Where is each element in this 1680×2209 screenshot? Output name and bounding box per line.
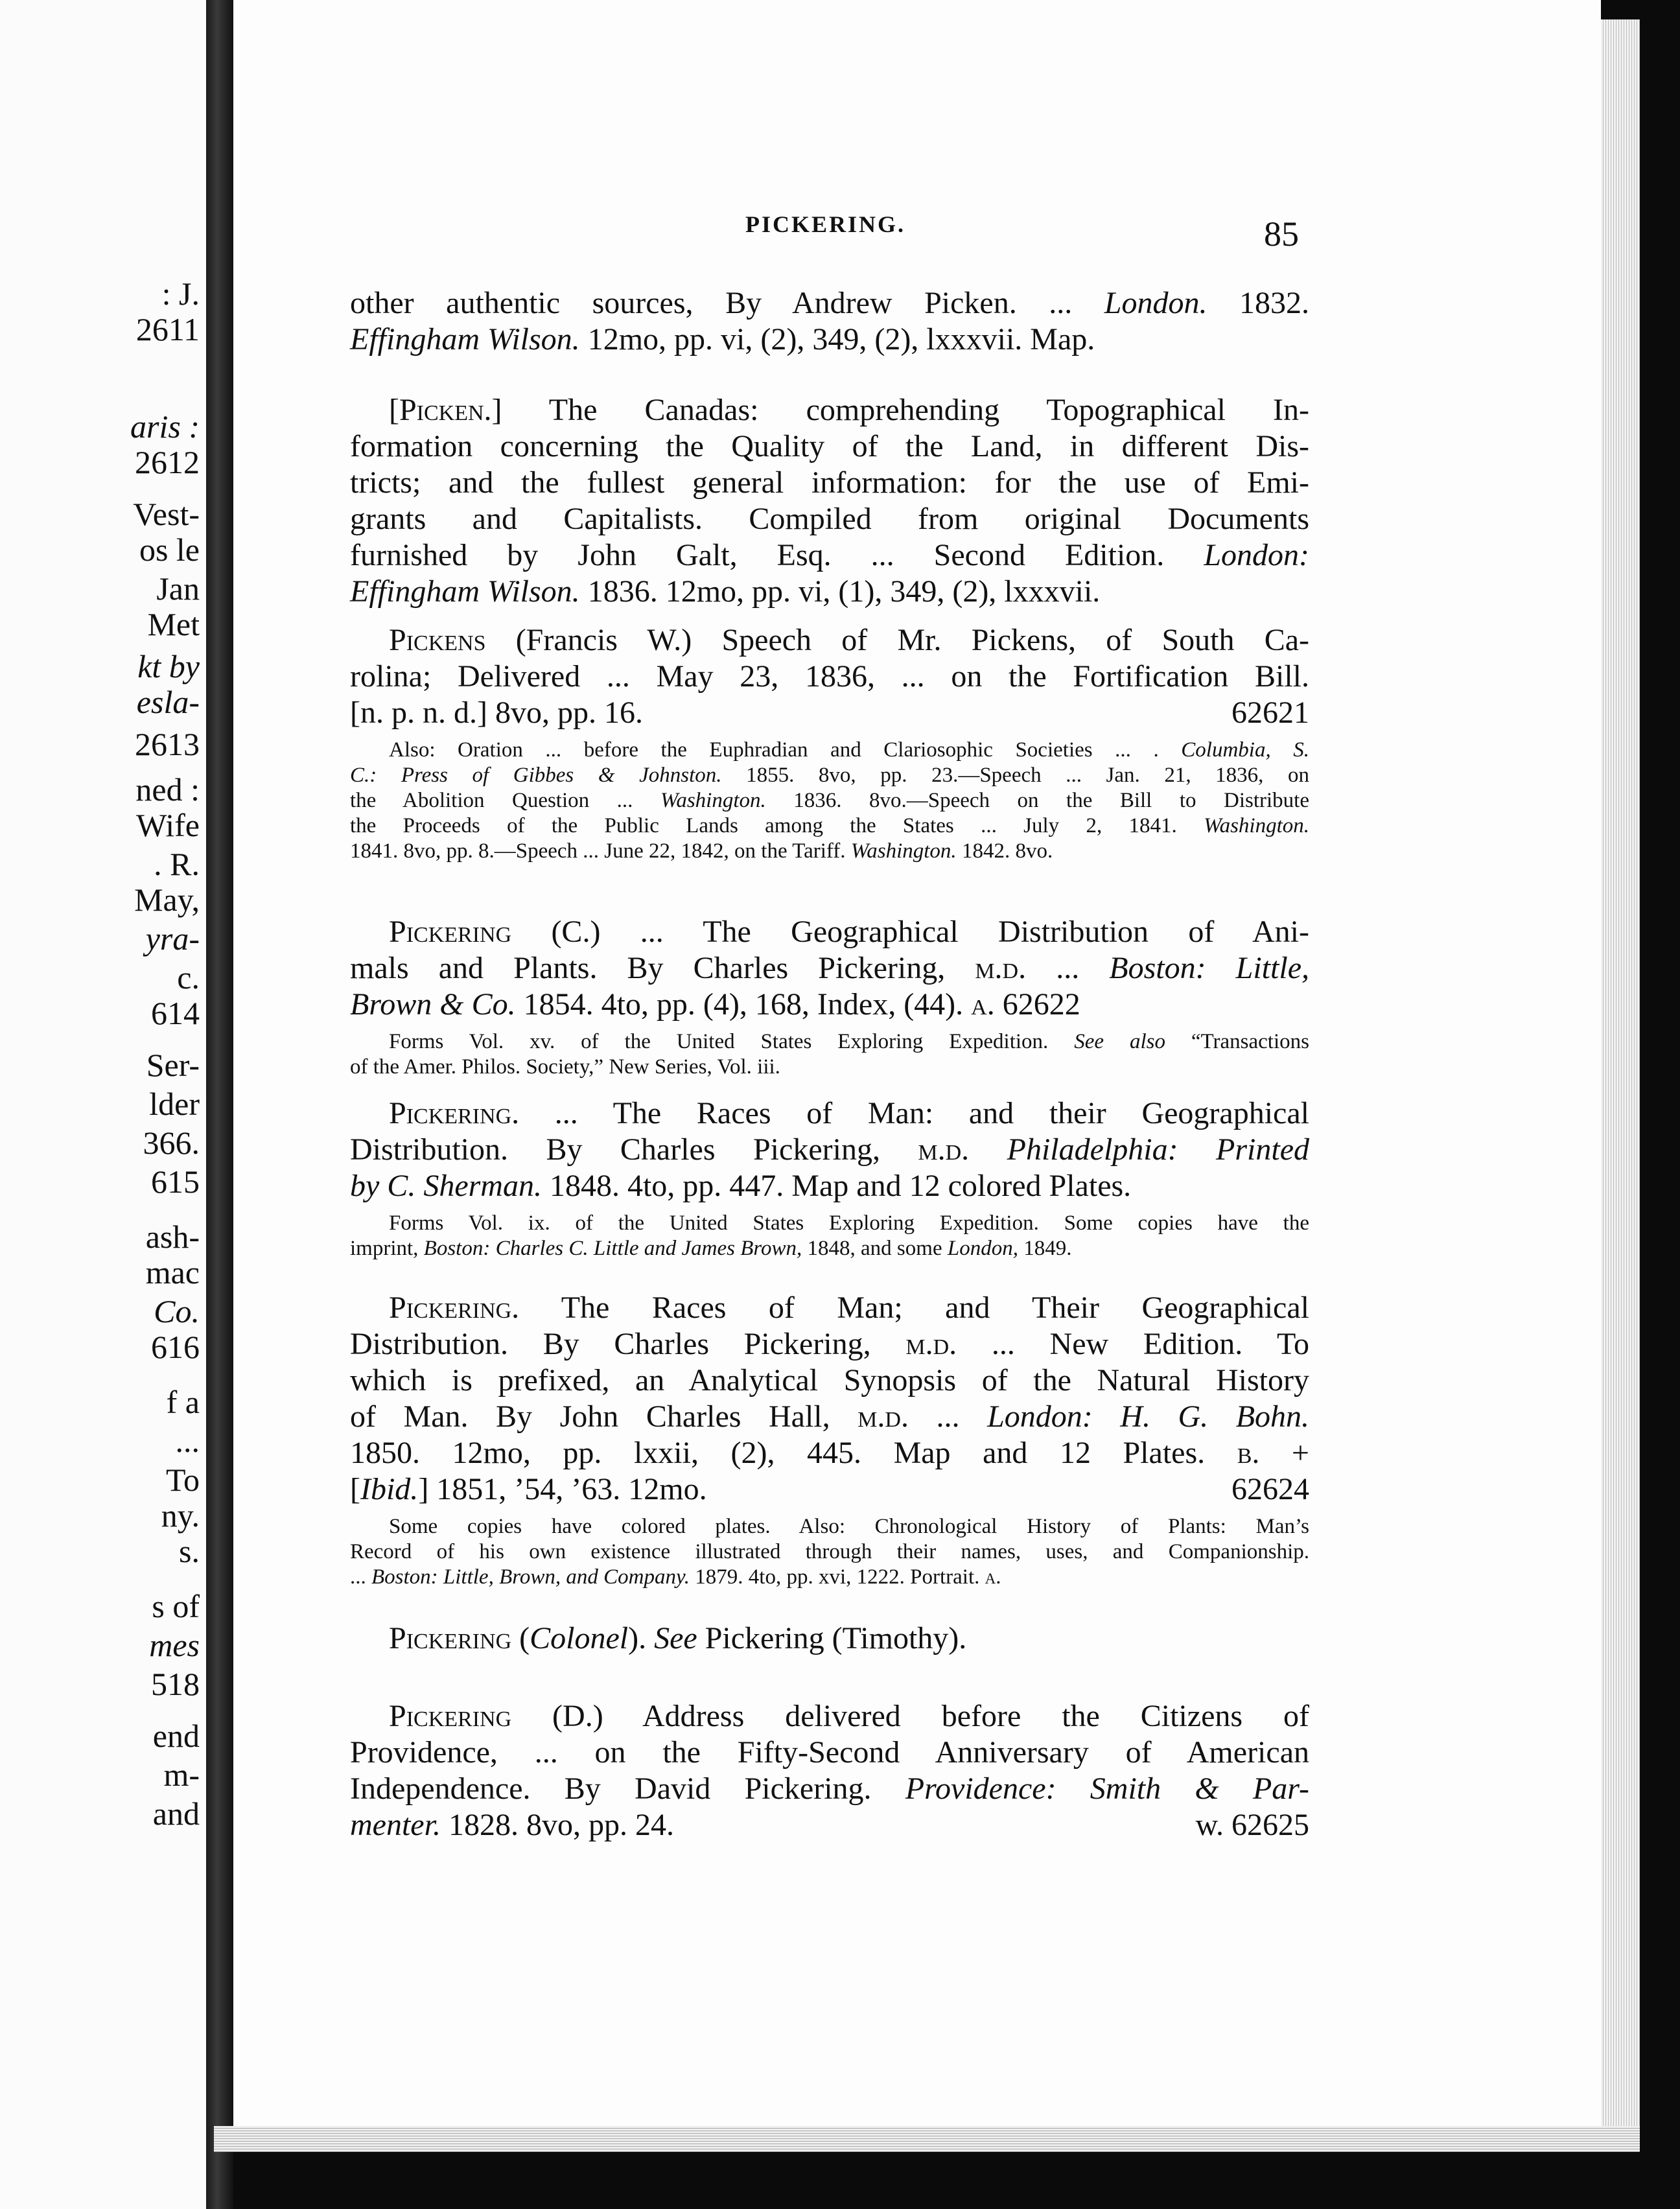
text-segment: Pickering — [389, 915, 512, 949]
facing-page-text: s. — [179, 1533, 200, 1569]
text-segment: Independence. By David Pickering. — [350, 1771, 905, 1806]
entry-line — [350, 501, 1309, 537]
catalog-entry — [350, 1698, 1309, 1843]
facing-page-text: s of — [152, 1588, 200, 1624]
note-line — [350, 813, 1309, 839]
entry-line — [350, 1095, 1309, 1132]
entry-line — [350, 1168, 1309, 1204]
entry-number: 62621 — [1231, 695, 1309, 730]
note-line — [350, 1211, 1309, 1236]
page-bottom-edge — [214, 2126, 1640, 2152]
entry-line — [350, 321, 1309, 358]
text-segment: C.: Press of Gibbes & Johnston. — [350, 764, 722, 787]
text-segment: ). — [628, 1621, 655, 1655]
facing-page-text: Co. — [154, 1293, 200, 1329]
entry-line — [350, 622, 1309, 659]
text-segment: Pickering — [389, 1699, 512, 1733]
text-segment — [969, 1132, 1007, 1167]
facing-page-text: aris : — [130, 408, 200, 445]
facing-page-text: Vest- — [133, 496, 200, 532]
text-segment: Forms Vol. xv. of the United States Exploring Expedition. — [389, 1030, 1075, 1053]
facing-page-text: Ser- — [146, 1047, 200, 1083]
entry-line — [350, 1362, 1309, 1399]
note-line — [350, 738, 1309, 763]
text-segment: m.d. — [858, 1399, 909, 1434]
text-segment: Providence, ... on the Fifty-Second Anniversary of American — [350, 1735, 1309, 1770]
text-segment: m.d. — [918, 1132, 970, 1167]
text-segment: Also: Oration ... before the Euphradian and Clariosophic Societies ... . — [389, 738, 1182, 762]
text-segment: 1836. 8vo.—Speech on the Bill to Distribute — [765, 789, 1309, 812]
text-segment: The Races of Man; and Their Geographical — [519, 1291, 1309, 1325]
text-segment: Pickering. — [389, 1096, 520, 1130]
entry-line — [350, 1771, 1309, 1807]
text-segment: Forms Vol. ix. of the United States Exploring Expedition. Some copies have the — [389, 1211, 1309, 1235]
text-segment: 1854. 4to, pp. (4), 168, Index, (44). — [515, 987, 972, 1022]
text-segment: b. — [1237, 1436, 1260, 1470]
text-segment: rolina; Delivered ... May 23, 1836, ... on the Fortification Bill. — [350, 659, 1309, 694]
text-segment: Pickens — [389, 623, 486, 657]
text-segment: 1855. 8vo, pp. 23.—Speech ... Jan. 21, 1836, on — [721, 764, 1309, 787]
entry-line — [350, 1735, 1309, 1771]
text-segment: ] 1851, ’54, ’63. 12mo. — [418, 1472, 707, 1506]
text-segment: The Canadas: comprehending Topographical In- — [502, 393, 1309, 427]
facing-page-text: . R. — [154, 846, 200, 882]
text-segment: London. — [1104, 286, 1208, 320]
facing-page-text: and — [152, 1795, 200, 1832]
facing-page-text: esla- — [136, 684, 200, 720]
text-segment: ... — [350, 1565, 371, 1589]
entry-number: w. 62625 — [1195, 1808, 1309, 1842]
text-segment: formation concerning the Quality of the Land, in different Dis- — [350, 429, 1309, 463]
text-segment: Effingham Wilson. — [350, 574, 580, 609]
facing-page-text: lder — [149, 1086, 200, 1122]
text-segment: grants and Capitalists. Compiled from original Documents — [350, 502, 1309, 536]
text-segment: Distribution. By Charles Pickering, — [350, 1327, 906, 1361]
text-segment: other authentic sources, By Andrew Picken. ... — [350, 286, 1104, 320]
text-segment: (Francis W.) Speech of Mr. Pickens, of South Ca- — [485, 623, 1309, 657]
facing-page-text: 616 — [151, 1329, 200, 1365]
page-fore-edge — [1601, 19, 1640, 2133]
text-segment: m.d. — [975, 951, 1027, 985]
entry-line — [350, 574, 1309, 610]
text-segment: ... The Races of Man: and their Geographical — [519, 1096, 1309, 1130]
note-line — [350, 1565, 1309, 1590]
text-segment: Washington. — [1204, 814, 1309, 837]
facing-page-text: 518 — [151, 1666, 200, 1702]
facing-page-text: 2613 — [135, 726, 200, 762]
facing-page-text: f a — [166, 1384, 200, 1420]
note-line — [350, 1539, 1309, 1565]
text-segment: Record of his own existence illustrated through their names, uses, and Companionship. — [350, 1540, 1309, 1563]
facing-page-text: m- — [163, 1757, 200, 1793]
text-segment: (D.) Address delivered before the Citizens of — [511, 1699, 1309, 1733]
text-segment: Pickering (Timothy). — [697, 1621, 967, 1655]
facing-page-text: ny. — [161, 1497, 200, 1534]
text-segment: by C. Sherman. — [350, 1169, 542, 1203]
text-segment: which is prefixed, an Analytical Synopsis of the Natural History — [350, 1363, 1309, 1397]
text-segment: a. — [985, 1565, 1001, 1589]
text-segment: 1849. — [1018, 1237, 1072, 1260]
entry-line — [350, 1435, 1309, 1471]
text-segment: 1842. 8vo. — [956, 839, 1053, 863]
text-segment: 62622 — [994, 987, 1080, 1022]
entry-line — [350, 428, 1309, 465]
text-segment: Ibid. — [360, 1472, 419, 1506]
facing-page-text: : J. — [161, 275, 200, 312]
facing-page-text: c. — [177, 959, 200, 996]
text-segment: ... New Edition. To — [957, 1327, 1309, 1361]
entry-number: 62624 — [1231, 1472, 1309, 1506]
text-segment: Columbia, S. — [1181, 738, 1309, 762]
note-line — [350, 839, 1309, 864]
text-segment: [n. p. n. d.] 8vo, pp. 16. — [350, 695, 643, 730]
text-segment: 12mo, pp. vi, (2), 349, (2), lxxxvii. Map. — [579, 322, 1095, 356]
running-head: PICKERING. — [745, 211, 906, 237]
note-line — [350, 763, 1309, 788]
text-segment: ... — [1026, 951, 1110, 985]
text-segment: of the Amer. Philos. Society,” New Series, Vol. iii. — [350, 1055, 780, 1079]
text-segment: (C.) ... The Geographical Distribution of Ani- — [511, 915, 1309, 949]
facing-page-text: Jan — [156, 570, 200, 607]
text-segment: Providence: Smith & Par- — [905, 1771, 1309, 1806]
text-segment: ( — [511, 1621, 530, 1655]
note-line — [350, 1236, 1309, 1261]
text-segment: Pickering — [389, 1621, 512, 1655]
facing-page-text: ash- — [145, 1219, 200, 1255]
entry-line — [350, 285, 1309, 321]
note-line — [350, 788, 1309, 813]
facing-page-text: 366. — [143, 1125, 200, 1161]
entry-line — [350, 1326, 1309, 1362]
text-segment: 1832. — [1207, 286, 1310, 320]
text-segment: 1879. 4to, pp. xvi, 1222. Portrait. — [690, 1565, 985, 1589]
text-segment: 1836. 12mo, pp. vi, (1), 349, (2), lxxxvii. — [579, 574, 1101, 609]
note-line — [350, 1029, 1309, 1055]
facing-page-text: yra- — [145, 920, 200, 957]
text-segment: Colonel — [530, 1621, 629, 1655]
facing-page-text: 2612 — [135, 444, 200, 480]
text-segment: the Proceeds of the Public Lands among the States ... July 2, 1841. — [350, 814, 1204, 837]
text-segment: Washington. — [660, 789, 766, 812]
entry-note — [350, 1508, 1309, 1590]
catalog-entry — [350, 392, 1309, 610]
facing-page-text: To — [165, 1462, 200, 1498]
entry-line — [350, 1132, 1309, 1168]
text-segment: of Man. By John Charles Hall, — [350, 1399, 858, 1434]
facing-page-text: ... — [175, 1423, 200, 1459]
text-segment: Boston: Little, Brown, and Company. — [371, 1565, 690, 1589]
entry-line — [350, 987, 1309, 1023]
facing-page-text: 615 — [151, 1163, 200, 1200]
catalog-entry — [350, 285, 1309, 358]
text-segment: ... — [908, 1399, 988, 1434]
entry-line — [350, 1620, 1309, 1657]
entry-line — [350, 914, 1309, 950]
entry-line — [350, 537, 1309, 574]
facing-page-text: end — [152, 1718, 200, 1754]
text-segment: [ — [350, 1472, 360, 1506]
facing-page-text: kt by — [137, 648, 200, 684]
catalog-entry — [350, 1620, 1309, 1657]
facing-page-text: 614 — [151, 995, 200, 1031]
text-segment: Philadelphia: Printed — [1007, 1132, 1310, 1167]
text-segment: the Abolition Question ... — [350, 789, 660, 812]
entry-line — [350, 392, 1309, 428]
entry-note — [350, 1023, 1309, 1080]
text-segment: a. — [971, 987, 995, 1022]
text-segment: 1848, and some — [802, 1237, 948, 1260]
text-segment: m.d. — [905, 1327, 957, 1361]
text-segment: furnished by John Galt, Esq. ... Second Edition. — [350, 538, 1204, 572]
text-segment: [Picken.] — [389, 393, 502, 427]
page-number: 85 — [1264, 215, 1299, 253]
text-segment: 1850. 12mo, pp. lxxii, (2), 445. Map and 12 Plates. — [350, 1436, 1237, 1470]
facing-page-text: mac — [145, 1254, 200, 1291]
text-segment: + — [1259, 1436, 1309, 1470]
facing-page-text: Met — [147, 606, 200, 642]
entry-note — [350, 1204, 1309, 1261]
text-segment: Brown & Co. — [350, 987, 516, 1022]
text-segment: London, — [947, 1237, 1018, 1260]
text-segment: menter. — [350, 1808, 441, 1842]
text-segment: Distribution. By Charles Pickering, — [350, 1132, 918, 1167]
text-segment: 1828. 8vo, pp. 24. — [440, 1808, 674, 1842]
facing-page-text: 2611 — [135, 311, 200, 347]
facing-page-text: May, — [134, 882, 200, 918]
text-segment: “Transactions — [1165, 1030, 1309, 1053]
facing-page-text: Wife — [136, 807, 200, 843]
facing-page-fragment — [0, 0, 206, 2209]
facing-page-text: os le — [139, 532, 200, 568]
text-segment: Boston: Charles C. Little and James Brown, — [423, 1237, 802, 1260]
text-segment: Washington. — [850, 839, 957, 863]
catalog-entry — [350, 622, 1309, 864]
text-segment: imprint, — [350, 1237, 424, 1260]
note-line — [350, 1514, 1309, 1539]
text-segment: London: — [1204, 538, 1309, 572]
text-segment: mals and Plants. By Charles Pickering, — [350, 951, 975, 985]
facing-page-text: mes — [149, 1627, 200, 1663]
entry-line — [350, 1698, 1309, 1735]
entry-note — [350, 731, 1309, 864]
entry-line — [350, 465, 1309, 501]
catalog-entry — [350, 1095, 1309, 1261]
entry-line — [350, 1399, 1309, 1435]
facing-page-text: ned : — [135, 771, 200, 808]
text-segment: Some copies have colored plates. Also: Chronological History of Plants: Man’s — [389, 1515, 1309, 1538]
text-segment: 1841. 8vo, pp. 8.—Speech ... June 22, 1842, on the Tariff. — [350, 839, 851, 863]
text-segment: 1848. 4to, pp. 447. Map and 12 colored Plates. — [541, 1169, 1132, 1203]
note-line — [350, 1055, 1309, 1080]
catalog-entry — [350, 914, 1309, 1080]
entry-line — [350, 950, 1309, 987]
book-gutter — [206, 0, 233, 2209]
text-segment: See also — [1074, 1030, 1165, 1053]
text-segment: See — [654, 1621, 697, 1655]
text-segment: Effingham Wilson. — [350, 322, 580, 356]
text-segment: tricts; and the fullest general information: for the use of Emi- — [350, 465, 1309, 500]
entry-line — [350, 659, 1309, 695]
text-segment: Boston: Little, — [1109, 951, 1309, 985]
text-segment: London: H. G. Bohn. — [987, 1399, 1310, 1434]
catalog-entry — [350, 1290, 1309, 1590]
entry-line — [350, 1290, 1309, 1326]
text-segment: Pickering. — [389, 1291, 520, 1325]
